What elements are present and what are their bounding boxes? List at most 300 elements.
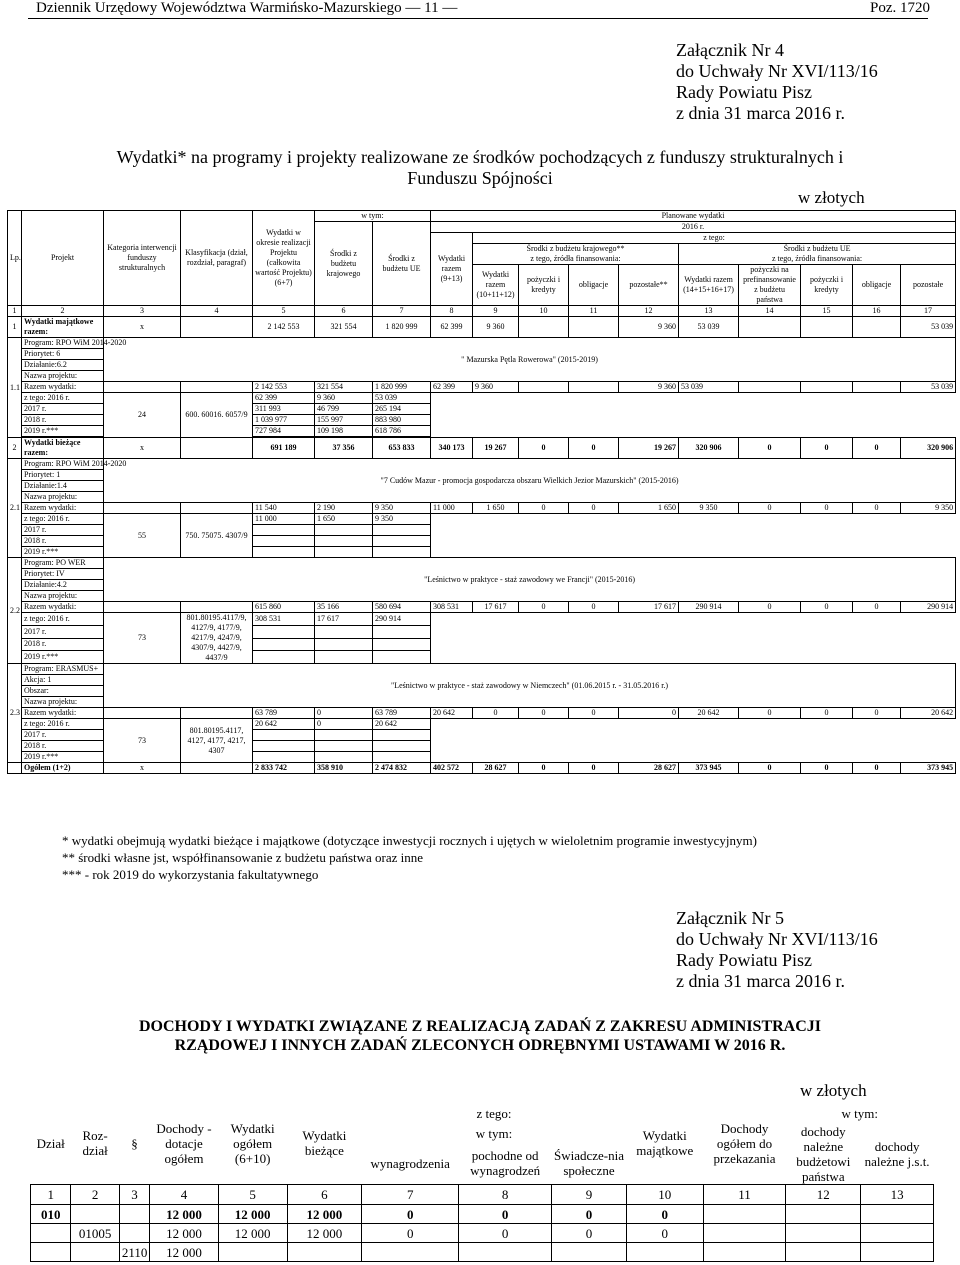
classification-code: 801.80195.4117/9, 4127/9, 4177/9, 4217/9, 4247/9, 4307/9, 4427/9, 4437/9	[181, 613, 253, 664]
total-row	[8, 763, 956, 774]
cell	[739, 382, 801, 393]
cell: 35 166	[315, 602, 373, 613]
cell	[119, 1205, 149, 1224]
cell: 2 833 742	[253, 763, 315, 774]
col-number: 6	[287, 1185, 362, 1205]
col-pozyczki-ue: pożyczki i kredyty	[801, 265, 853, 306]
priority-cell: Priorytet: 6	[22, 349, 104, 360]
cell: 0	[853, 438, 901, 459]
cell	[253, 752, 315, 763]
year-label: 2017 r.	[22, 525, 104, 536]
header-row	[31, 1102, 934, 1124]
cell: 12 000	[218, 1205, 287, 1224]
row-label: Ogółem (1+2)	[22, 763, 104, 774]
program-cell: Program: RPO WiM 2014-2020	[22, 338, 104, 349]
annex-5-heading	[676, 908, 878, 992]
title-line: Wydatki* na programy i projekty realizowane ze środków pochodzących z funduszy strukturalnych i	[116, 147, 844, 167]
cell: 0	[626, 1205, 703, 1224]
measure-cell: Działanie:6.2	[22, 360, 104, 371]
cell	[861, 1243, 934, 1262]
col-projekt: Projekt	[22, 211, 104, 306]
cell: 0	[519, 503, 569, 514]
cell: 290 914	[373, 613, 431, 626]
cell	[218, 1243, 287, 1262]
cell	[71, 1205, 119, 1224]
cell: 580 694	[373, 602, 431, 613]
cell: 373 945	[679, 763, 739, 774]
cell: 0	[853, 503, 901, 514]
col-budzet-panstwa: dochody należne budżetowi państwa	[796, 1124, 851, 1184]
col-number: 1	[31, 1185, 71, 1205]
col-number: 4	[181, 306, 253, 317]
col-number: 2	[71, 1185, 119, 1205]
cell	[31, 1224, 71, 1243]
col-dzial: Dział	[36, 1135, 65, 1151]
cell	[253, 525, 315, 536]
cell	[253, 625, 315, 638]
table-2-title	[0, 1017, 960, 1055]
col-number: 4	[150, 1185, 219, 1205]
col-biezace: Wydatki bieżące	[302, 1128, 347, 1158]
empty-area	[431, 514, 956, 558]
col-w-tym: w tym:	[315, 211, 431, 222]
category-code: 24	[104, 393, 181, 438]
col-number: 16	[853, 306, 901, 317]
col-lp: Lp.	[8, 211, 22, 306]
table-row	[8, 338, 956, 349]
group-title: Środki z budżetu UE	[783, 244, 851, 253]
table-row	[8, 503, 956, 514]
col-w-tym: w tym:	[475, 1125, 513, 1141]
cell: 1 650	[619, 503, 679, 514]
cell	[287, 1243, 362, 1262]
program-cell: Program: ERASMUS+	[22, 664, 104, 675]
col-number: 12	[619, 306, 679, 317]
col-do-przekazania: Dochody ogółem do przekazania	[713, 1120, 776, 1166]
cell: 155 997	[315, 415, 373, 426]
cell: 0	[552, 1205, 627, 1224]
cell	[373, 730, 431, 741]
cell: 53 039	[373, 393, 431, 404]
cell: 1 820 999	[373, 382, 431, 393]
cell: 311 993	[253, 404, 315, 415]
cell: 691 189	[253, 438, 315, 459]
cell: 290 914	[679, 602, 739, 613]
cell: 9 350	[901, 503, 956, 514]
row-lp: 2	[8, 438, 22, 459]
col-number: 8	[431, 306, 473, 317]
cell	[253, 651, 315, 664]
col-srodki-krajowe: Środki z budżetu krajowego	[315, 222, 373, 306]
year-label: 2019 r.***	[22, 547, 104, 558]
year-label: z tego: 2016 r.	[22, 613, 104, 626]
col-number: 13	[679, 306, 739, 317]
unit-label-2: w złotych	[800, 1081, 867, 1100]
year-label: 2018 r.	[22, 638, 104, 651]
cell: 402 572	[431, 763, 473, 774]
col-number: 8	[459, 1185, 552, 1205]
cell: 9 350	[373, 503, 431, 514]
annex-4-line: z dnia 31 marca 2016 r.	[676, 103, 845, 123]
col-wydatki-okres: Wydatki w okresie realizacji Projektu (całkowita wartość Projektu) (6+7)	[253, 211, 315, 306]
year-label: 2017 r.	[22, 404, 104, 415]
row-label: Wydatki majątkowe razem:	[22, 317, 104, 338]
cell	[253, 638, 315, 651]
col-swiadczenia: Świadcze-nia społeczne	[553, 1148, 624, 1179]
cell: 2110	[119, 1243, 149, 1262]
annex-5-line: Rady Powiatu Pisz	[676, 950, 813, 970]
year-label: 2017 r.	[22, 730, 104, 741]
cell: 9 350	[679, 503, 739, 514]
row-lp: 2.2	[8, 558, 22, 664]
cell	[181, 438, 253, 459]
cell	[786, 1224, 861, 1243]
empty-area	[431, 393, 956, 438]
cell	[71, 1243, 119, 1262]
col-number: 13	[861, 1185, 934, 1205]
cell: 62 399	[253, 393, 315, 404]
cell	[253, 741, 315, 752]
group-subtitle: z tego, źródła finansowania:	[530, 254, 621, 263]
cell	[104, 602, 181, 613]
table-row	[8, 393, 956, 404]
annex-5-line: do Uchwały Nr XVI/113/16	[676, 929, 878, 949]
cell: 12 000	[150, 1224, 219, 1243]
cell: 0	[473, 708, 519, 719]
cell: 37 356	[315, 438, 373, 459]
cell: 53 039	[901, 382, 956, 393]
col-number: 1	[8, 306, 22, 317]
position-number: Poz. 1720	[870, 0, 930, 16]
cell: 19 267	[619, 438, 679, 459]
year-label: 2017 r.	[22, 625, 104, 638]
cell: 46 799	[315, 404, 373, 415]
empty-area	[431, 719, 956, 763]
col-wynagrodzenia: wynagrodzenia	[370, 1155, 450, 1171]
cell	[786, 1205, 861, 1224]
program-cell: Program: RPO WiM 2014-2020	[22, 459, 104, 470]
cell	[703, 1243, 786, 1262]
cell: 0	[459, 1205, 552, 1224]
cell: 0	[739, 708, 801, 719]
table-row	[8, 719, 956, 730]
annex-4-heading	[676, 40, 878, 124]
cell: 358 910	[315, 763, 373, 774]
project-name: " Mazurska Pętla Rowerowa" (2015-2019)	[104, 338, 956, 382]
cell: 1 650	[315, 514, 373, 525]
year-label: z tego: 2016 r.	[22, 719, 104, 730]
cell: x	[104, 438, 181, 459]
cell	[569, 317, 619, 338]
category-code: 73	[104, 719, 181, 763]
col-pozostale: pozostałe**	[619, 265, 679, 306]
cell	[373, 625, 431, 638]
cell: x	[104, 317, 181, 338]
col-number: 17	[901, 306, 956, 317]
priority-cell: Priorytet: 1	[22, 470, 104, 481]
col-number: 3	[119, 1185, 149, 1205]
expenditures-table	[7, 210, 956, 774]
cell: 12 000	[287, 1224, 362, 1243]
cell: 1 820 999	[373, 317, 431, 338]
cell: 265 194	[373, 404, 431, 415]
cell: 11 000	[431, 503, 473, 514]
cell	[315, 730, 373, 741]
footnote: ** środki własne jst, współfinansowanie z budżetu państwa oraz inne	[62, 850, 424, 865]
cell	[373, 536, 431, 547]
cell	[552, 1243, 627, 1262]
area-cell: Obszar:	[22, 686, 104, 697]
cell: 308 531	[431, 602, 473, 613]
cell: 53 039	[679, 382, 739, 393]
cell	[861, 1224, 934, 1243]
cell: 53 039	[901, 317, 956, 338]
cell: 0	[569, 438, 619, 459]
col-w-tym: w tym:	[841, 1105, 878, 1121]
cell: 0	[315, 708, 373, 719]
cell	[315, 536, 373, 547]
year-label: 2019 r.***	[22, 651, 104, 664]
cell: 320 906	[901, 438, 956, 459]
cell	[181, 602, 253, 613]
cell: 0	[519, 763, 569, 774]
cell: 0	[519, 602, 569, 613]
cell: 0	[801, 708, 853, 719]
col-number: 10	[626, 1185, 703, 1205]
measure-cell: Działanie:1.4	[22, 481, 104, 492]
cell: 727 984	[253, 426, 315, 437]
col-number: 3	[104, 306, 181, 317]
cell: 9 360	[619, 317, 679, 338]
annex-4-line: Rady Powiatu Pisz	[676, 82, 813, 102]
measure-cell: Działanie:4.2	[22, 580, 104, 591]
cell: 0	[519, 708, 569, 719]
cell	[519, 317, 569, 338]
col-wydatki-14: Wydatki razem (14+15+16+17)	[679, 265, 739, 306]
cell	[104, 382, 181, 393]
col-majatkowe: Wydatki majątkowe	[636, 1128, 694, 1158]
cell: 308 531	[253, 613, 315, 626]
page-header	[0, 0, 960, 20]
header-rule	[28, 18, 928, 19]
row-label: Wydatki bieżące razem:	[22, 438, 104, 459]
col-jst: dochody należne j.s.t.	[864, 1139, 930, 1169]
cell: 20 642	[901, 708, 956, 719]
project-name: "Leśnictwo w praktyce - staż zawodowy w Niemczech" (01.06.2015 r. - 31.05.2016 r.)	[104, 664, 956, 708]
cell: 0	[362, 1224, 459, 1243]
cell	[801, 317, 853, 338]
row-label: Razem wydatki:	[22, 503, 104, 514]
cell	[373, 651, 431, 664]
col-klasyfikacja: Klasyfikacja (dział, rozdział, paragraf)	[181, 211, 253, 306]
cell: 883 980	[373, 415, 431, 426]
cell: 0	[569, 602, 619, 613]
cell	[253, 730, 315, 741]
footnote: *** - rok 2019 do wykorzystania fakultatywnego	[62, 867, 319, 882]
cell: 1 650	[473, 503, 519, 514]
cell: 2 474 832	[373, 763, 431, 774]
project-label-cell: Nazwa projektu:	[22, 591, 104, 602]
cell: 010	[31, 1205, 71, 1224]
year-label: 2018 r.	[22, 536, 104, 547]
cell: 0	[569, 503, 619, 514]
cell: 0	[801, 602, 853, 613]
cell: 0	[569, 763, 619, 774]
cell	[181, 317, 253, 338]
cell: 12 000	[218, 1224, 287, 1243]
cell	[253, 547, 315, 558]
project-label-cell: Nazwa projektu:	[22, 371, 104, 382]
cell	[315, 525, 373, 536]
table-row	[8, 382, 956, 393]
col-number: 5	[218, 1185, 287, 1205]
table-row	[8, 558, 956, 569]
cell: 0	[626, 1224, 703, 1243]
year-label: z tego: 2016 r.	[22, 393, 104, 404]
col-kategoria: Kategoria interwencji funduszy strukturalnych	[104, 211, 181, 306]
cell	[373, 525, 431, 536]
cell: 28 627	[473, 763, 519, 774]
cell	[703, 1205, 786, 1224]
col-number: 11	[569, 306, 619, 317]
header-row	[8, 211, 956, 222]
cell	[315, 752, 373, 763]
cell: 20 642	[373, 719, 431, 730]
title-line: DOCHODY I WYDATKI ZWIĄZANE Z REALIZACJĄ ZADAŃ Z ZAKRESU ADMINISTRACJI	[138, 1018, 822, 1035]
annex-5-line: z dnia 31 marca 2016 r.	[676, 971, 845, 991]
col-pochodne: pochodne od wynagrodzeń	[470, 1148, 541, 1179]
cell: x	[104, 763, 181, 774]
cell: 321 554	[315, 317, 373, 338]
table-row	[8, 459, 956, 470]
cell	[119, 1224, 149, 1243]
priority-cell: Priorytet: IV	[22, 569, 104, 580]
cell: 62 399	[431, 317, 473, 338]
cell: 53 039	[679, 317, 739, 338]
col-z-tego: z tego:	[473, 233, 956, 244]
cell: 9 360	[473, 382, 519, 393]
row-lp: 2.3	[8, 664, 22, 763]
col-srodki-ue: Środki z budżetu UE	[373, 222, 431, 306]
cell	[181, 763, 253, 774]
row-label: Razem wydatki:	[22, 708, 104, 719]
cell	[181, 382, 253, 393]
classification-code: 750. 75075. 4307/9	[181, 514, 253, 558]
project-name: "7 Cudów Mazur - promocja gospodarcza obszaru Wielkich Jezior Mazurskich" (2015-2016)	[104, 459, 956, 503]
cell	[739, 317, 801, 338]
cell: 63 789	[373, 708, 431, 719]
cell: 618 786	[373, 426, 431, 437]
column-number-row	[31, 1185, 934, 1205]
col-number: 7	[362, 1185, 459, 1205]
cell	[373, 752, 431, 763]
group-title: Środki z budżetu krajowego**	[526, 244, 625, 253]
cell	[861, 1205, 934, 1224]
cell	[181, 708, 253, 719]
cell: 0	[853, 763, 901, 774]
table-row	[31, 1205, 934, 1224]
cell: 63 789	[253, 708, 315, 719]
cell: 17 617	[619, 602, 679, 613]
row-label: Razem wydatki:	[22, 382, 104, 393]
cell: 653 833	[373, 438, 431, 459]
cell: 0	[619, 708, 679, 719]
col-prefinansowanie: pożyczki na prefinansowanie z budżetu państwa	[739, 265, 801, 306]
col-z-tego: z tego:	[476, 1105, 512, 1121]
table-row	[31, 1243, 934, 1262]
cell	[315, 547, 373, 558]
table-row	[8, 664, 956, 675]
title-line: Funduszu Spójności	[407, 168, 553, 188]
cell	[362, 1243, 459, 1262]
cell: 9 350	[373, 514, 431, 525]
cell	[801, 382, 853, 393]
cell	[569, 382, 619, 393]
row-lp: 1	[8, 317, 22, 338]
cell	[315, 625, 373, 638]
cell: 12 000	[150, 1243, 219, 1262]
cell	[315, 651, 373, 664]
cell: 2 142 553	[253, 317, 315, 338]
cell: 62 399	[431, 382, 473, 393]
col-number: 11	[703, 1185, 786, 1205]
cell: 17 617	[315, 613, 373, 626]
empty-area	[431, 613, 956, 664]
table-row	[8, 708, 956, 719]
cell	[626, 1243, 703, 1262]
annex-5-line: Załącznik Nr 5	[676, 908, 784, 928]
col-wydatki-razem: Wydatki razem (9+13)	[431, 233, 473, 306]
cell: 9 360	[619, 382, 679, 393]
col-year: 2016 r.	[431, 222, 956, 233]
program-cell: Program: PO WER	[22, 558, 104, 569]
col-planowane: Planowane wydatki	[431, 211, 956, 222]
cell	[519, 382, 569, 393]
action-cell: Akcja: 1	[22, 675, 104, 686]
category-code: 55	[104, 514, 181, 558]
cell: 340 173	[431, 438, 473, 459]
cell: 2 190	[315, 503, 373, 514]
cell: 0	[739, 763, 801, 774]
title-line: RZĄDOWEJ I INNYCH ZADAŃ ZLECONYCH ODRĘBNYMI USTAWAMI W 2016 R.	[174, 1037, 786, 1054]
cell	[181, 503, 253, 514]
table-row	[8, 613, 956, 626]
col-dochody: Dochody - dotacje ogółem	[156, 1120, 212, 1166]
cell: 28 627	[619, 763, 679, 774]
cell	[315, 638, 373, 651]
cell: 0	[459, 1224, 552, 1243]
cell: 0	[739, 438, 801, 459]
cell	[373, 547, 431, 558]
cell: 321 554	[315, 382, 373, 393]
row-label: Razem wydatki:	[22, 602, 104, 613]
cell	[459, 1243, 552, 1262]
cell: 0	[801, 503, 853, 514]
cell: 19 267	[473, 438, 519, 459]
cell	[853, 382, 901, 393]
col-rozdzial: Roz-dział	[82, 1128, 108, 1158]
cell	[703, 1224, 786, 1243]
cell: 01005	[71, 1224, 119, 1243]
table-row	[8, 438, 956, 459]
column-number-row	[8, 306, 956, 317]
cell	[786, 1243, 861, 1262]
cell: 0	[569, 708, 619, 719]
group-subtitle: z tego, źródła finansowania:	[771, 254, 863, 263]
row-lp: 1.1	[8, 338, 22, 438]
cell: 320 906	[679, 438, 739, 459]
cell: 0	[552, 1224, 627, 1243]
